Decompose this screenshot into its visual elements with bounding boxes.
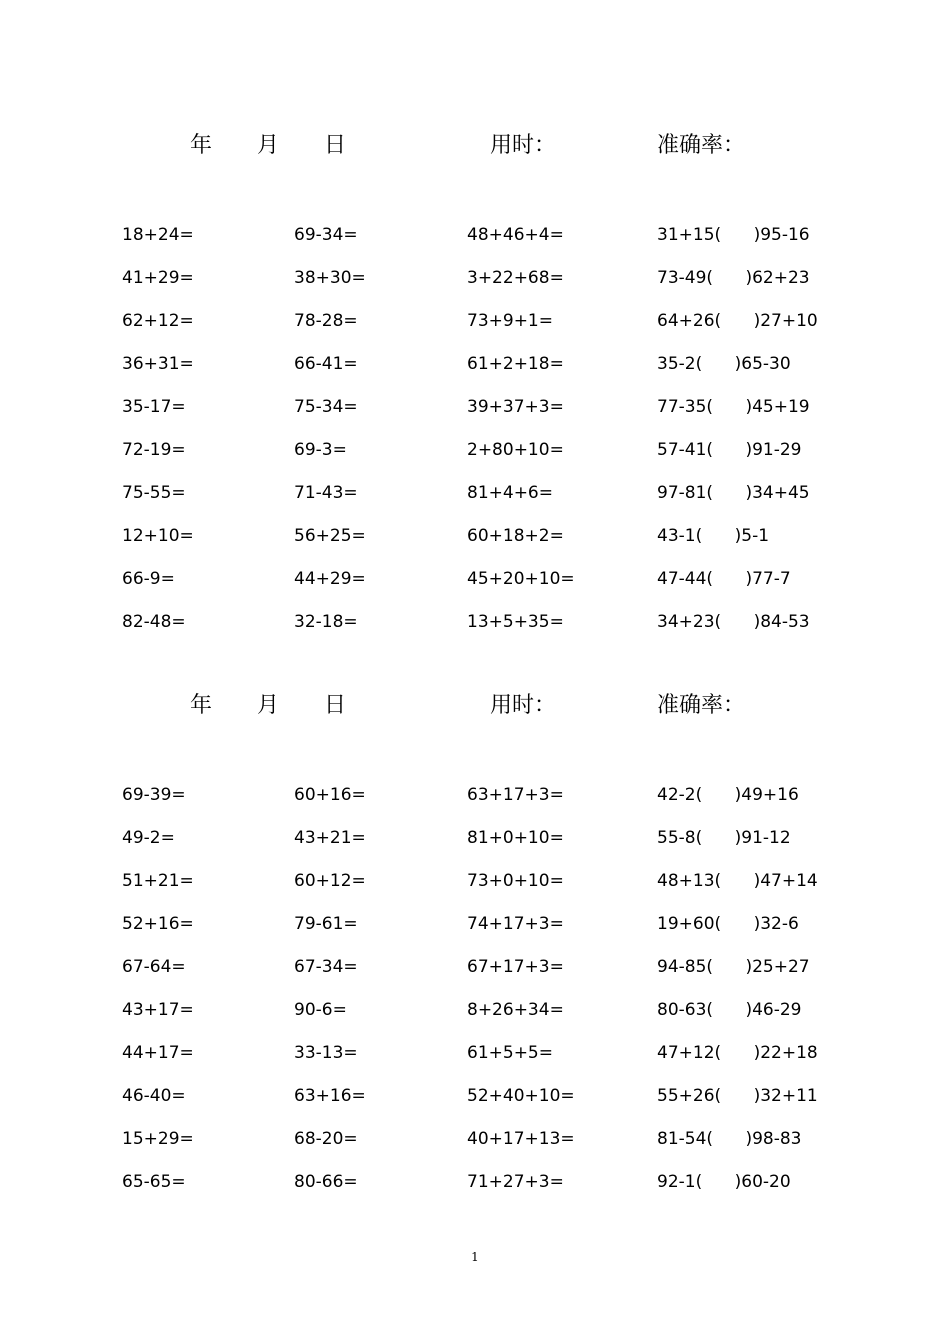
- column-2-problem: 44+29=: [294, 569, 366, 589]
- column-1-problem: 69-39=: [122, 785, 186, 805]
- column-2-problem: 79-61=: [294, 914, 358, 934]
- column-3-problem: 74+17+3=: [467, 914, 564, 934]
- problem-row: [0, 1043, 950, 1073]
- column-1-problem: 46-40=: [122, 1086, 186, 1106]
- column-3-problem: 52+40+10=: [467, 1086, 575, 1106]
- compare-problem: 47+12( )22+18: [657, 1043, 818, 1063]
- problem-row: [0, 311, 950, 341]
- column-3-problem: 48+46+4=: [467, 225, 564, 245]
- compare-problem: 31+15( )95-16: [657, 225, 810, 245]
- column-2-problem: 68-20=: [294, 1129, 358, 1149]
- compare-problem: 94-85( )25+27: [657, 957, 810, 977]
- page-number: 1: [471, 1250, 479, 1264]
- column-1-problem: 75-55=: [122, 483, 186, 503]
- column-1-problem: 67-64=: [122, 957, 186, 977]
- compare-problem: 19+60( )32-6: [657, 914, 799, 934]
- problem-row: [0, 483, 950, 513]
- column-1-problem: 44+17=: [122, 1043, 194, 1063]
- column-3-problem: 8+26+34=: [467, 1000, 564, 1020]
- time-label: 用时：: [490, 693, 557, 718]
- column-2-problem: 90-6=: [294, 1000, 347, 1020]
- column-2-problem: 69-3=: [294, 440, 347, 460]
- column-2-problem: 60+12=: [294, 871, 366, 891]
- column-1-problem: 82-48=: [122, 612, 186, 632]
- column-1-problem: 18+24=: [122, 225, 194, 245]
- column-2-problem: 32-18=: [294, 612, 358, 632]
- column-1-problem: 66-9=: [122, 569, 175, 589]
- sheet-header: [0, 688, 950, 728]
- column-2-problem: 67-34=: [294, 957, 358, 977]
- column-3-problem: 13+5+35=: [467, 612, 564, 632]
- column-1-problem: 65-65=: [122, 1172, 186, 1192]
- problem-row: [0, 268, 950, 298]
- column-3-problem: 67+17+3=: [467, 957, 564, 977]
- compare-problem: 34+23( )84-53: [657, 612, 810, 632]
- time-label: 用时：: [490, 133, 557, 158]
- practice-sheet-2: [0, 688, 950, 1248]
- day-label: 日: [324, 693, 347, 718]
- year-label: 年: [190, 133, 213, 158]
- column-2-problem: 56+25=: [294, 526, 366, 546]
- problem-row: [0, 871, 950, 901]
- column-3-problem: 81+4+6=: [467, 483, 553, 503]
- compare-problem: 47-44( )77-7: [657, 569, 791, 589]
- accuracy-label: 准确率：: [657, 693, 746, 718]
- problem-row: [0, 526, 950, 556]
- column-2-problem: 66-41=: [294, 354, 358, 374]
- column-3-problem: 61+2+18=: [467, 354, 564, 374]
- column-1-problem: 51+21=: [122, 871, 194, 891]
- column-3-problem: 73+9+1=: [467, 311, 553, 331]
- problem-row: [0, 354, 950, 384]
- column-3-problem: 3+22+68=: [467, 268, 564, 288]
- column-3-problem: 61+5+5=: [467, 1043, 553, 1063]
- problem-row: [0, 1129, 950, 1159]
- column-1-problem: 62+12=: [122, 311, 194, 331]
- compare-problem: 81-54( )98-83: [657, 1129, 802, 1149]
- problem-row: [0, 612, 950, 642]
- compare-problem: 55-8( )91-12: [657, 828, 791, 848]
- column-3-problem: 40+17+13=: [467, 1129, 575, 1149]
- column-1-problem: 15+29=: [122, 1129, 194, 1149]
- column-2-problem: 78-28=: [294, 311, 358, 331]
- compare-problem: 55+26( )32+11: [657, 1086, 818, 1106]
- compare-problem: 92-1( )60-20: [657, 1172, 791, 1192]
- column-2-problem: 71-43=: [294, 483, 358, 503]
- problem-row: [0, 957, 950, 987]
- problem-row: [0, 828, 950, 858]
- problem-row: [0, 785, 950, 815]
- column-2-problem: 43+21=: [294, 828, 366, 848]
- compare-problem: 97-81( )34+45: [657, 483, 810, 503]
- column-1-problem: 43+17=: [122, 1000, 194, 1020]
- column-1-problem: 72-19=: [122, 440, 186, 460]
- month-label: 月: [257, 133, 280, 158]
- compare-problem: 80-63( )46-29: [657, 1000, 802, 1020]
- compare-problem: 48+13( )47+14: [657, 871, 818, 891]
- column-2-problem: 38+30=: [294, 268, 366, 288]
- column-2-problem: 69-34=: [294, 225, 358, 245]
- compare-problem: 42-2( )49+16: [657, 785, 799, 805]
- accuracy-label: 准确率：: [657, 133, 746, 158]
- column-3-problem: 81+0+10=: [467, 828, 564, 848]
- column-3-problem: 45+20+10=: [467, 569, 575, 589]
- compare-problem: 73-49( )62+23: [657, 268, 810, 288]
- column-1-problem: 36+31=: [122, 354, 194, 374]
- column-2-problem: 63+16=: [294, 1086, 366, 1106]
- problem-row: [0, 440, 950, 470]
- practice-sheet-1: [0, 128, 950, 688]
- column-1-problem: 49-2=: [122, 828, 175, 848]
- problem-row: [0, 914, 950, 944]
- compare-problem: 43-1( )5-1: [657, 526, 770, 546]
- column-2-problem: 75-34=: [294, 397, 358, 417]
- problem-row: [0, 569, 950, 599]
- problem-row: [0, 1086, 950, 1116]
- problem-row: [0, 1172, 950, 1202]
- column-3-problem: 63+17+3=: [467, 785, 564, 805]
- column-3-problem: 73+0+10=: [467, 871, 564, 891]
- column-3-problem: 60+18+2=: [467, 526, 564, 546]
- month-label: 月: [257, 693, 280, 718]
- column-1-problem: 35-17=: [122, 397, 186, 417]
- column-2-problem: 60+16=: [294, 785, 366, 805]
- column-3-problem: 71+27+3=: [467, 1172, 564, 1192]
- column-2-problem: 33-13=: [294, 1043, 358, 1063]
- column-1-problem: 52+16=: [122, 914, 194, 934]
- compare-problem: 64+26( )27+10: [657, 311, 818, 331]
- problem-row: [0, 397, 950, 427]
- sheet-header: [0, 128, 950, 168]
- compare-problem: 77-35( )45+19: [657, 397, 810, 417]
- column-1-problem: 41+29=: [122, 268, 194, 288]
- problem-row: [0, 225, 950, 255]
- compare-problem: 35-2( )65-30: [657, 354, 791, 374]
- compare-problem: 57-41( )91-29: [657, 440, 802, 460]
- year-label: 年: [190, 693, 213, 718]
- column-2-problem: 80-66=: [294, 1172, 358, 1192]
- problem-row: [0, 1000, 950, 1030]
- column-3-problem: 39+37+3=: [467, 397, 564, 417]
- day-label: 日: [324, 133, 347, 158]
- column-1-problem: 12+10=: [122, 526, 194, 546]
- column-3-problem: 2+80+10=: [467, 440, 564, 460]
